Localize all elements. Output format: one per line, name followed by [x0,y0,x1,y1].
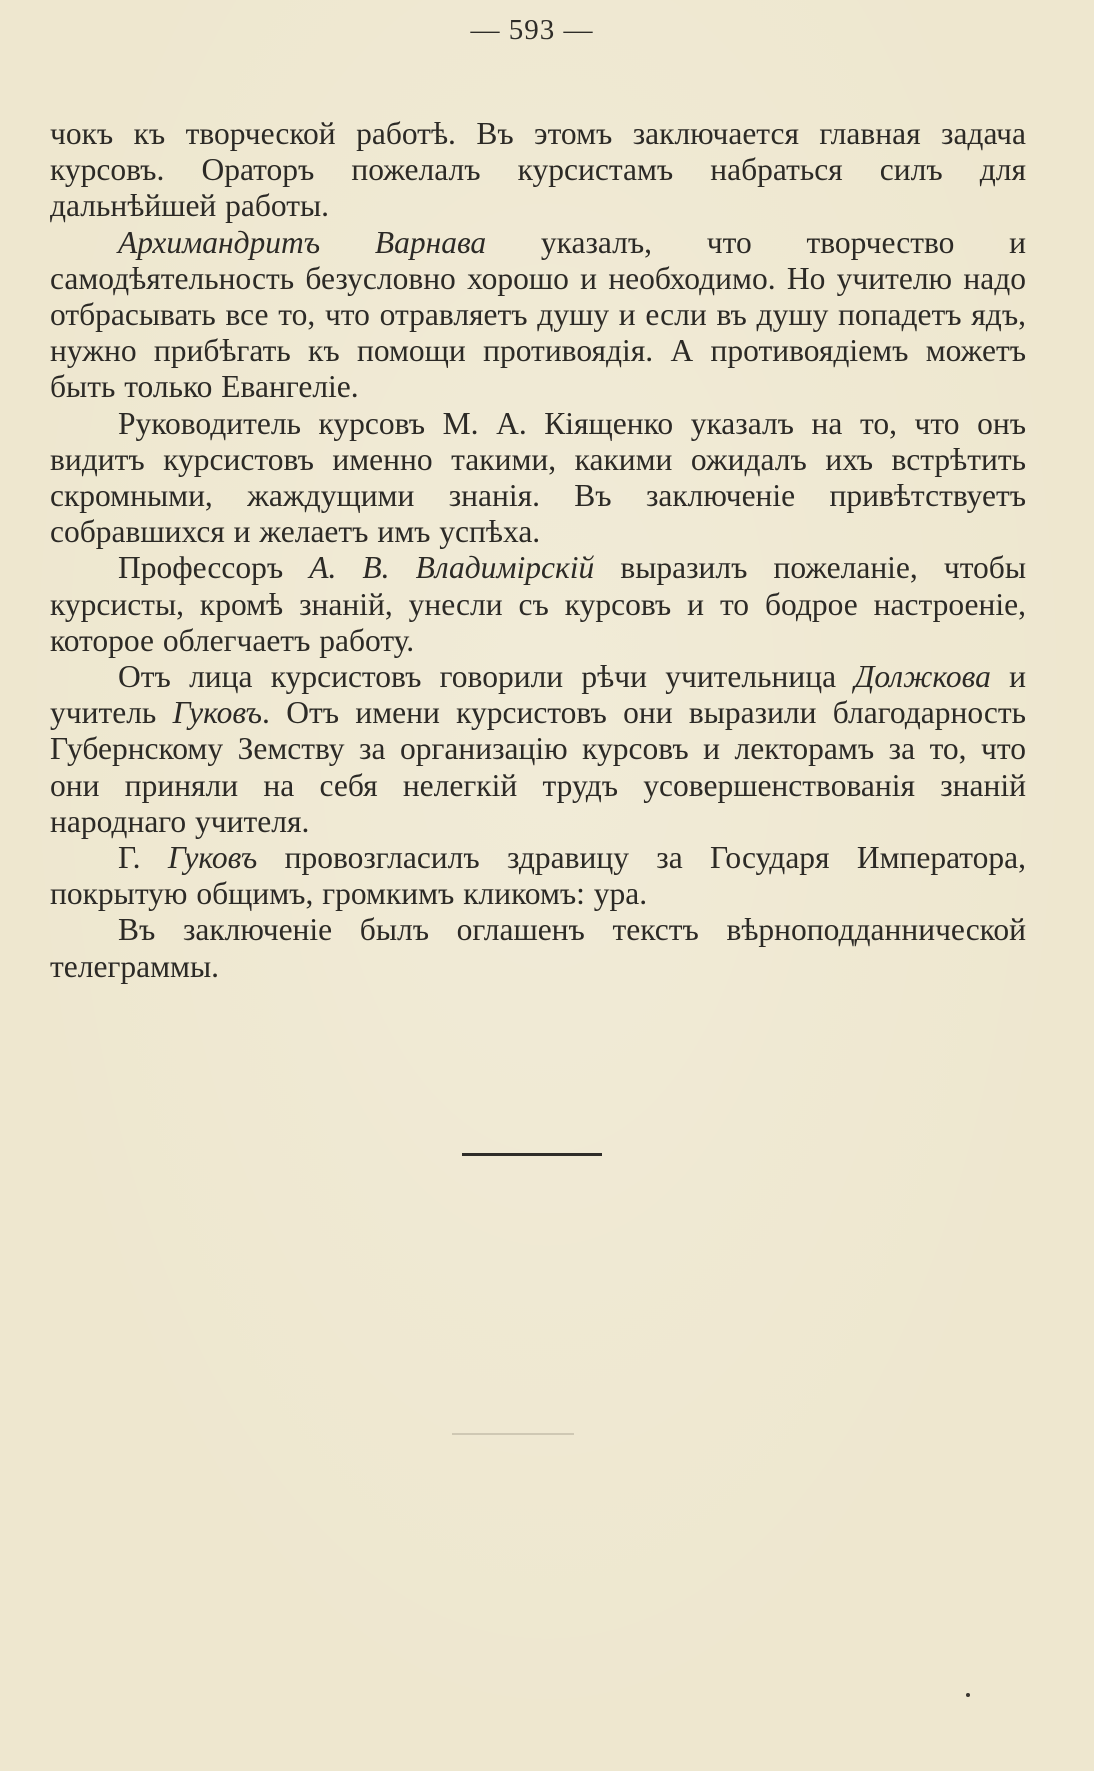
paragraph-1 [50,116,1026,225]
italic-name: Должкова [854,659,991,695]
text-run: и учитель [50,659,1026,731]
italic-name: Архимандритъ Варнава [118,224,487,260]
text-run: Профессоръ [118,550,310,586]
paragraph-6 [50,840,1026,912]
italic-name: Гуковъ [172,695,263,731]
text-run: Отъ лица курсистовъ говорили рѣчи учительница [118,659,855,695]
bleed-through-rule [452,1433,574,1435]
text-run: . Отъ имени курсистовъ они выразили благодарность Губернскому Земству за организацію курсовъ и лекторамъ за то, что они приняли на себя нелегкій трудъ усовершенствованія знаній народнаго учителя. [50,695,1026,839]
text-run: Руководитель курсовъ М. А. Кіященко указалъ на то, что онъ видитъ курсистовъ именно такими, какими ожидалъ ихъ встрѣтить скромными, жаждущими знанія. Въ заключеніе привѣтствуетъ собравшихся и желаетъ имъ успѣха. [50,405,1026,550]
text-run: Г. [118,840,168,876]
paragraph-5 [50,659,1026,840]
italic-name: Гуковъ [167,840,258,876]
paragraph-7 [50,912,1026,984]
page-number: — 593 — [470,14,594,46]
italic-name: А. В. Владимірскій [309,550,595,586]
paper-spot [966,1693,970,1697]
body-text [50,116,1026,985]
paragraph-2 [50,225,1026,406]
text-run: указалъ, что творчество и самодѣятельность безусловно хорошо и необходимо. Но учителю надо отбрасывать все то, что отравляетъ душу и если въ душу попадетъ ядъ, нужно прибѣгать къ помощи противоядія. А противоядіемъ можетъ быть только Евангеліе. [50,224,1026,405]
section-end-rule [462,1153,602,1156]
text-run: Въ заключеніе былъ оглашенъ текстъ вѣрноподданнической телеграммы. [50,912,1026,984]
paragraph-3 [50,406,1026,551]
text-run: чокъ къ творческой работѣ. Въ этомъ заключается главная задача курсовъ. Ораторъ пожелалъ курсистамъ набраться силъ для дальнѣйшей работы. [50,116,1026,224]
text-run: провозгласилъ здравицу за Государя Императора, покрытую общимъ, громкимъ кликомъ: ура. [50,840,1026,912]
text-run: выразилъ пожеланіе, чтобы курсисты, кромѣ знаній, унесли съ курсовъ и то бодрое настроеніе, которое облегчаетъ работу. [50,550,1026,658]
paragraph-4 [50,550,1026,659]
